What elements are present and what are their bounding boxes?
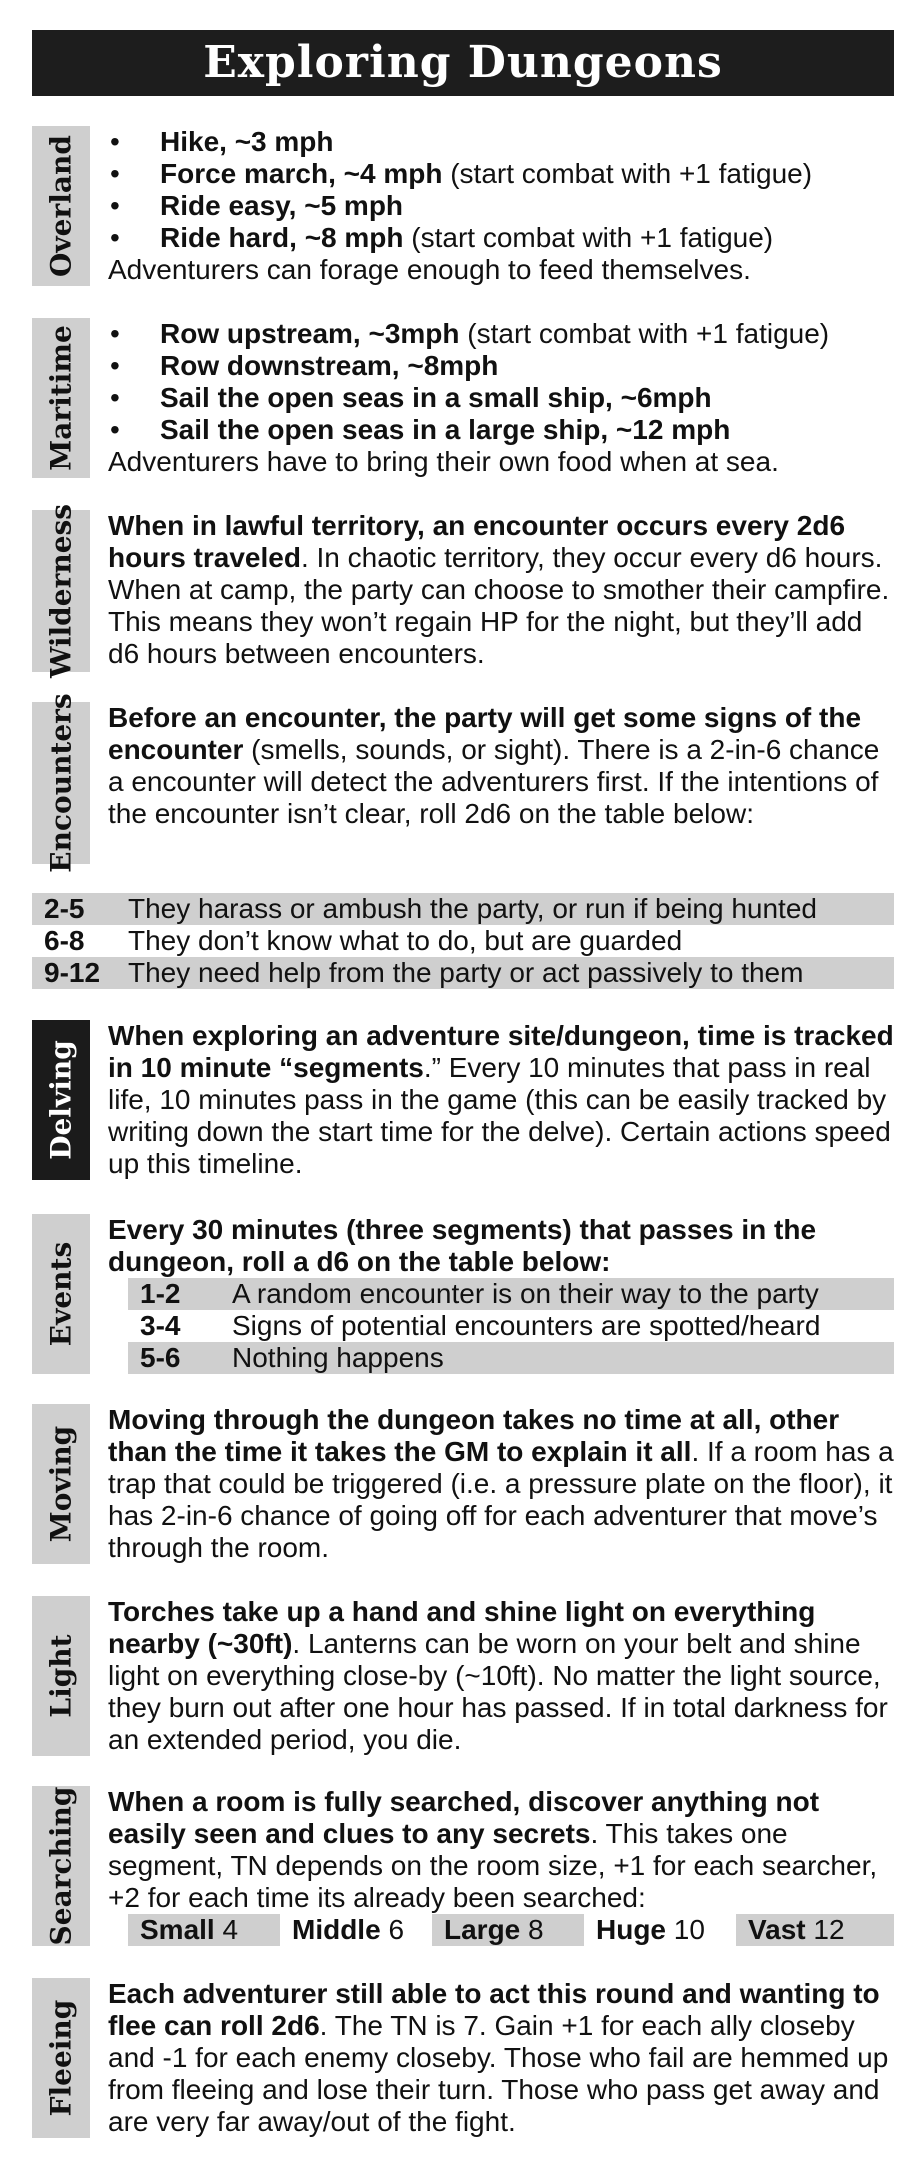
- table-row: 1-2 A random encounter is on their way to the party: [128, 1278, 894, 1310]
- overland-body: [108, 126, 894, 286]
- light-body: [108, 1596, 894, 1756]
- section-fleeing: [32, 1978, 894, 2138]
- section-light: [32, 1596, 894, 1756]
- tab-fleeing: Fleeing: [32, 1978, 90, 2138]
- table-row: 5-6 Nothing happens: [128, 1342, 894, 1374]
- page-title: Exploring Dungeons: [32, 30, 894, 96]
- tab-moving: Moving: [32, 1404, 90, 1564]
- light-text: Torches take up a hand and shine light on everything nearby (~30ft). Lanterns can be worn on your belt and shine light on everything close-by (~10ft). No matter the light source, they burn out after one hour has passed. If in total darkness for an extended period, you die.: [108, 1596, 888, 1755]
- maritime-note: Adventurers have to bring their own food when at sea.: [108, 446, 779, 477]
- encounters-body: [108, 702, 894, 830]
- events-body: [108, 1214, 894, 1278]
- list-item: • Row upstream, ~3mph (start combat with +1 fatigue): [108, 318, 894, 350]
- delving-text: When exploring an adventure site/dungeon, time is tracked in 10 minute “segments.” Every 10 minutes that pass in real life, 10 minutes pass in the game (this can be easily tracked by writing down the start time for the delve). Certain actions speed up this timeline.: [108, 1020, 894, 1179]
- tab-light: Light: [32, 1596, 90, 1756]
- tab-events: Events: [32, 1214, 90, 1374]
- list-item: • Ride easy, ~5 mph: [108, 190, 894, 222]
- table-row: 9-12 They need help from the party or act passively to them: [32, 957, 894, 989]
- encounters-text: Before an encounter, the party will get some signs of the encounter (smells, sounds, or sight). There is a 2-in-6 chance a encounter will detect the adventurers first. If the intentions of the encounter isn’t clear, roll 2d6 on the table below:: [108, 702, 880, 829]
- tab-encounters: Encounters: [32, 702, 90, 864]
- room-size-small: Small 4: [128, 1914, 280, 1946]
- overland-note: Adventurers can forage enough to feed themselves.: [108, 254, 751, 285]
- list-item: • Sail the open seas in a large ship, ~12 mph: [108, 414, 894, 446]
- tab-overland: Overland: [32, 126, 90, 286]
- table-row: 2-5 They harass or ambush the party, or run if being hunted: [32, 893, 894, 925]
- list-item: • Ride hard, ~8 mph (start combat with +1 fatigue): [108, 222, 894, 254]
- section-wilderness: [32, 503, 894, 679]
- table-row: 3-4 Signs of potential encounters are spotted/heard: [140, 1310, 821, 1341]
- section-moving: [32, 1404, 894, 1564]
- fleeing-text: Each adventurer still able to act this round and wanting to flee can roll 2d6. The TN is 7. Gain +1 for each ally closeby and -1 for each enemy closeby. Those who fail are hemmed up from fleeing and lose their turn. Those who pass get away and are very far away/out of the fight.: [108, 1978, 889, 2137]
- list-item: • Force march, ~4 mph (start combat with +1 fatigue): [108, 158, 894, 190]
- tab-maritime: Maritime: [32, 318, 90, 478]
- section-encounters: [32, 693, 894, 873]
- list-item: • Hike, ~3 mph: [108, 126, 894, 158]
- room-size-vast: Vast 12: [736, 1914, 894, 1946]
- wilderness-body: [108, 510, 894, 670]
- section-maritime: [32, 318, 894, 478]
- room-size-huge: Huge 10: [596, 1914, 705, 1945]
- wilderness-text: When in lawful territory, an encounter occurs every 2d6 hours traveled. In chaotic territory, they occur every d6 hours. When at camp, the party can choose to smother their campfire. This means they won’t regain HP for the night, but they’ll add d6 hours between encounters.: [108, 510, 890, 669]
- tab-searching: Searching: [32, 1786, 90, 1946]
- searching-text: When a room is fully searched, discover anything not easily seen and clues to any secrets. This takes one segment, TN depends on the room size, +1 for each searcher, +2 for each time its already been searched:: [108, 1786, 878, 1913]
- moving-text: Moving through the dungeon takes no time at all, other than the time it takes the GM to explain it all. If a room has a trap that could be triggered (i.e. a pressure plate on the floor), it has 2-in-6 chance of going off for each adventurer that move’s through the room.: [108, 1404, 894, 1563]
- events-text: Every 30 minutes (three segments) that passes in the dungeon, roll a d6 on the table below:: [108, 1214, 817, 1277]
- tab-wilderness: Wilderness: [32, 510, 90, 672]
- list-item: • Sail the open seas in a small ship, ~6mph: [108, 382, 894, 414]
- section-overland: [32, 126, 894, 286]
- moving-body: [108, 1404, 894, 1564]
- room-size-large: Large 8: [432, 1914, 584, 1946]
- searching-body: [108, 1786, 894, 1914]
- fleeing-body: [108, 1978, 894, 2138]
- list-item: • Row downstream, ~8mph: [108, 350, 894, 382]
- tab-delving: Delving: [32, 1020, 90, 1180]
- section-delving: [32, 1020, 894, 1180]
- maritime-body: [108, 318, 894, 478]
- room-size-middle: Middle 6: [292, 1914, 405, 1945]
- table-row: 6-8 They don’t know what to do, but are guarded: [44, 925, 683, 956]
- delving-body: [108, 1020, 894, 1180]
